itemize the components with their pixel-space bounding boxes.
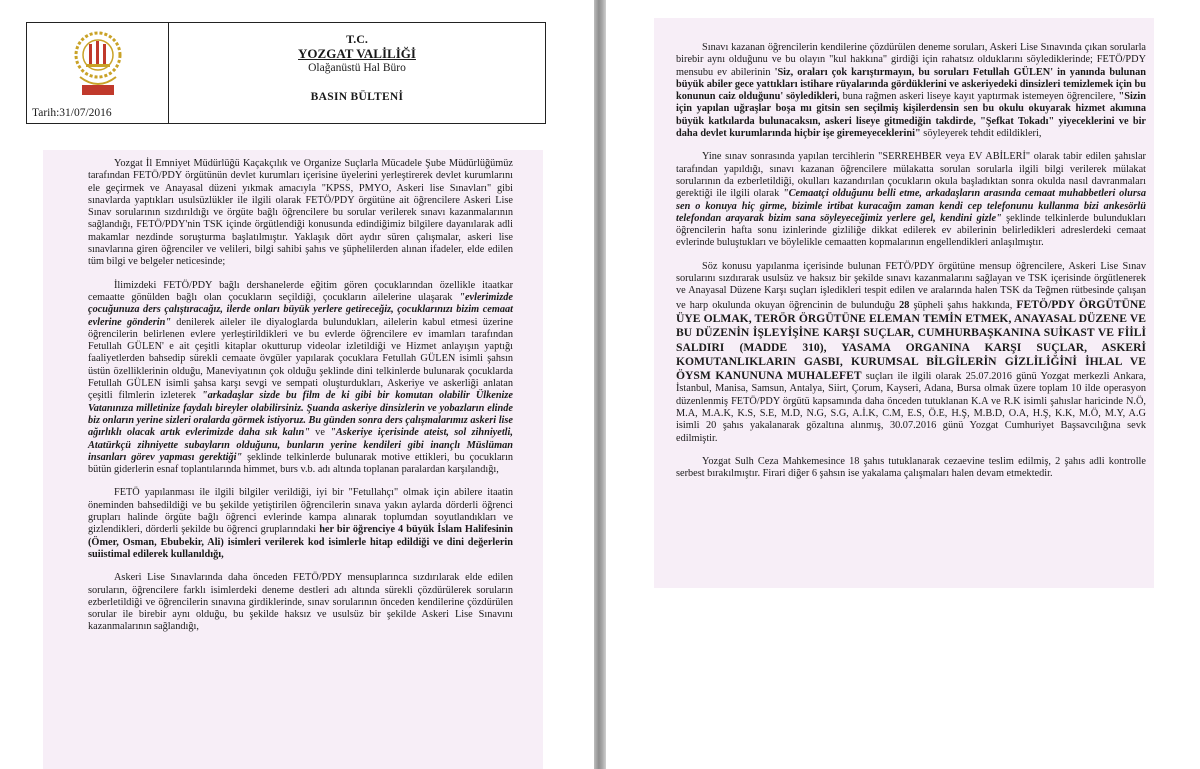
document-header — [26, 22, 546, 124]
right-page — [606, 0, 1200, 769]
right-page-body — [676, 42, 1146, 481]
header-office: YOZGAT VALİLİĞİ — [298, 46, 416, 61]
right-paragraph-2: Yine sınav sonrasında yapılan tercihlerin "SERREHBER veya EV ABİLERİ" olarak tabir edilen şahıslar tarafından yapıldığı, sınavı kazanan öğrencilere mülakatta sorulan sorularla ilgili bilgi verilerek mülakat sorularının da ezberletildiği, okulları kazandırılan çocukların okula başladıktan sonra okulda nasıl davranmaları gerektiği ile ilgili olarak "Cemaatçi olduğunu belli etme, arkadaşların arasında cemaat muhabbetleri olursa sen o konuya hiç girme, bizimle irtibat kuracağın zaman kendi cep telefonunu kullanma bizi ankesörlü telefondan arayarak bizim sana söyleyeceğimiz yerlere gel, kendini gizle" şeklinde telkinlerde bulundukları öğrencilerin hafta sonu izinlerinde gizliliğe dikkat edilerek ev abilerinin belirledikleri adreslerdeki cemaat evlerinde buluştukları ve böylelikle cemaatten kopmalarının engellendikleri anlaşılmıştır. — [676, 151, 1146, 249]
page-divider — [594, 0, 606, 769]
left-paragraph-4: Askeri Lise Sınavlarında daha önceden FETÖ/PDY mensuplarınca sızdırılarak elde edilen soruların, öğrencilere farklı isimlerdeki deneme destleri adı altında sürekli çözdürülerek soruların ezberletildiği ve öğrencilerin sınavına girdiklerinde, sınav sorularının önceden kendilerine çözdürülen sorular ile birebir aynı olduğu, bu şekilde haksız ve usulsüz bir şekilde Askeri Lise Sınavını kazanmalarının sağlandığı, — [88, 572, 513, 633]
right-paragraph-3: Söz konusu yapılanma içerisinde bulunan FETÖ/PDY örgütüne mensup öğrencilere, Askeri Lise Sınav sorularını sızdırarak usulsüz ve haksız bir şekilde sınavı kazanmalarını sağlayan ve TSK içerisinde örgütlenerek ve Anayasal Düzene Karşı suçları işledikleri tespit edilen ve aralarında halen TSK da Teğmen rütbesinde çalışan ve harp okulunda okuyan öğrencinin de bulunduğu 28 şüpheli şahıs hakkında, FETÖ/PDY ÖRGÜTÜNE ÜYE OLMAK, TERÖR ÖRGÜTÜNE ELEMAN TEMİN ETMEK, ANAYASAL DÜZENE VE BU DÜZENİN İŞLEYİŞİNE KARŞI SUÇLAR, CUMHURBAŞKANINA SUİKAST VE FİİLİ SALDIRI (MADDE 310), YASAMA ORGANINA KARŞI SUÇLAR, ASKERİ KOMUTANLIKLARIN GASBI, KURUMSAL BİLGİLERİN GİZLİLİĞİNİ İHLAL VE ÖYSM KANUNUNA MUHALEFET suçları ile ilgili olarak 25.07.2016 günü Yozgat merkezli Ankara, İstanbul, Manisa, Samsun, Antalya, Siirt, Çorum, Kayseri, Adana, Bursa olmak üzere toplam 10 ilde operasyon düzenlenmiş FETÖ/PDY örgütü kapsamında daha önceden tutuklanan K.A ve R.K isimli şahıslar haricinde N.Ö, M.A, M.A.K, K.S, S.E, M.D, N.G, S.G, A.İ.K, C.M, E.S, Ö.E, H.Ş, M.B.D, O.A, H.Ş, K.K, M.Ö, M.Y, A.G isimli 20 şahıs yakalanarak gözaltına alınmış, 30.07.2016 günü Yozgat Cumhuriyet Başsavcılığına sevk edilmiştir. — [676, 260, 1147, 444]
left-page-body — [88, 158, 513, 634]
header-tc: T.C. — [346, 32, 368, 46]
left-paragraph-3: FETÖ yapılanması ile ilgili bilgiler verildiği, iyi bir "Fetullahçı" olmak için abilere itaatin öneminden bahsedildiği ve bu şekilde yetiştirilen öğrencilerin sınava yakın aylarda dörderli öğrenci grupları halinde örgüte bağlı öğrenci evlerinde kampa alınarak toplumdan soyutlandıkları ve gizlendikleri, dörderli şekilde bu öğrenci gruplarındaki her bir öğrenciye 4 büyük İslam Halifesinin (Ömer, Osman, Ebubekir, Ali) isimleri verilerek kod isimlerle hitap edildiği ve dini değerlerin suiistimal edilerek kullanıldığı, — [88, 487, 513, 560]
right-paragraph-1: Sınavı kazanan öğrencilerin kendilerine çözdürülen deneme soruları, Askeri Lise Sınavında çıkan sorularla birebir aynı olduğunu ve bu olayın "kul hakkına" girdiği için rahatsız olduklarını söylediklerinde; FETÖ/PDY mensubu ev abilerinin 'Siz, oraları çok karıştırmayın, bu soruları Fetullah GÜLEN' in yanında bulunan büyük abiler gece yattıkları istihare rüyalarında gördüklerini ve askeriyedeki dinsizleri temizlemek için bu konunun caiz olduğunu' söyledikleri, buna rağmen askeri liseye kayıt yaptırmak istemeyen öğrencilere, "Sizin için yapılan uğraşlar boşa mı gitsin sen seçilmiş kişilerdensin sen bu okulu okuyarak hizmet akımına büyük katkılarda bulunacaksın, askeri liseye gitmediğin takdirde, "Şefkat Tokadı" yiyeceklerini ve bir daha devlet kurumlarında hiçbir işe giremeyeceklerini" söyleyerek tehdit edildikleri, — [676, 42, 1146, 140]
header-titles — [169, 33, 545, 103]
bulletin-date: Tarih:31/07/2016 — [32, 107, 112, 119]
header-doc-type: BASIN BÜLTENİ — [310, 91, 404, 103]
right-paragraph-4: Yozgat Sulh Ceza Mahkemesince 18 şahıs tutuklanarak cezaevine teslim edilmiş, 2 şahıs adli kontrolle serbest bırakılmıştır. Firari diğer 6 şahsın ise yakalama çalışmaları halen devam etmektedir. — [676, 455, 1146, 480]
logo-cell — [27, 23, 169, 123]
left-paragraph-1: Yozgat İl Emniyet Müdürlüğü Kaçakçılık ve Organize Suçlarla Mücadele Şube Müdürlüğümüz tarafından FETÖ/PDY örgütünün devlet kurumları içerisine üyelerini yerleştirerek devlet kurumlarını ele geçirmek ve Anayasal düzeni yıkmak amacıyla "KPSS, PMYO, Askeri lise Sınavları" gibi sınavlarda yaptıkları usulsüzlükler ile ilgili olarak FETÖ/PDY örgütüne ait öğrencilere Askeri Lise Sınav sorularının sızdırıldığı ve örgüte bağlı öğrencilere bu sorular verilerek sınavı kazanmalarının sağlandığı, FETÖ/PDY'nin TSK içinde örgütlendiği konusunda edindiğimiz bilgilere dayanılarak adli makamlar nezdinde soruşturma başlatılmıştır. Yaklaşık dört aydır süren çalışmalar, askeri lise sınavlarına giren öğrenciler ve velileri, bilgi sahibi şahıs ve şüphelilerden alınan ifadeler, elde edilen tüm bilgi ve belgeler neticesinde; — [88, 158, 513, 268]
left-page — [0, 0, 594, 769]
governorate-emblem-icon — [70, 27, 126, 101]
header-bureau: Olağanüstü Hal Büro — [308, 62, 406, 74]
left-paragraph-2: İlimizdeki FETÖ/PDY bağlı dershanelerde eğitim gören çocuklarından özellikle itaatkar cemaatte gönülden bağlı olan çocukların seçildiği, çocukların ailelerine ulaşarak "evlerimizde çocuğunuza ders çalıştıracağız, ilerde onları büyük yerlere getireceğiz, çocuklarınızı bizim cemaat evlerine gönderin" denilerek aileler ile diyaloglarda bulundukları, ailelerin kabul etmesi üzerine öğrencilerin belirlenen evlere yerleştirildikleri ve bu evlerde öğrencilere ev imamları tarafından Fetullah GÜLEN' e ait çeşitli kitaplar okutturup videolar izletildiği ve Hizmet anlayışın yaptığı faaliyetlerden bahsedip sürekli cemaate övgüler yapılarak çocuklara Fetullah GÜLEN isimli şahsın üstün özelliklerinin olduğu, Maneviyatının çok olduğu şeklinde dini telkinlerde bulunarak çocuklarda Fetullah GÜLEN isimli şahsa karşı sevgi ve sempati oluşturdukları, Askeriye ve askerliği anlatan çeşitli filmlerin izleterek "arkadaşlar sizde bu film de ki gibi bir komutan olabilir Ülkenize Vatanınıza milletinize faydalı bireyler olabilirsiniz. Şuanda askeriye dinsizlerin ve yobazların elinde biz onların yerine sizleri oralarda görmek istiyoruz. Bu günden sonra ders çalışmalarımız askeri lise ağırlıklı olacak artık evlerimizde daha sık kalın" ve "Askeriye içerisinde ateist, sol zihniyetli, Atatürkçü zihniyette subayların olduğunu, bunların yerine kendileri gibi inançlı Müslüman insanları görev yapması gerektiği" şeklinde telkinlerde bulunarak motive ettikleri, bu çocukların bütün giderlerin esnaf toplantılarında himmet, burs v.b. adı altında toplanan paralardan karşılandığı, — [88, 279, 514, 476]
